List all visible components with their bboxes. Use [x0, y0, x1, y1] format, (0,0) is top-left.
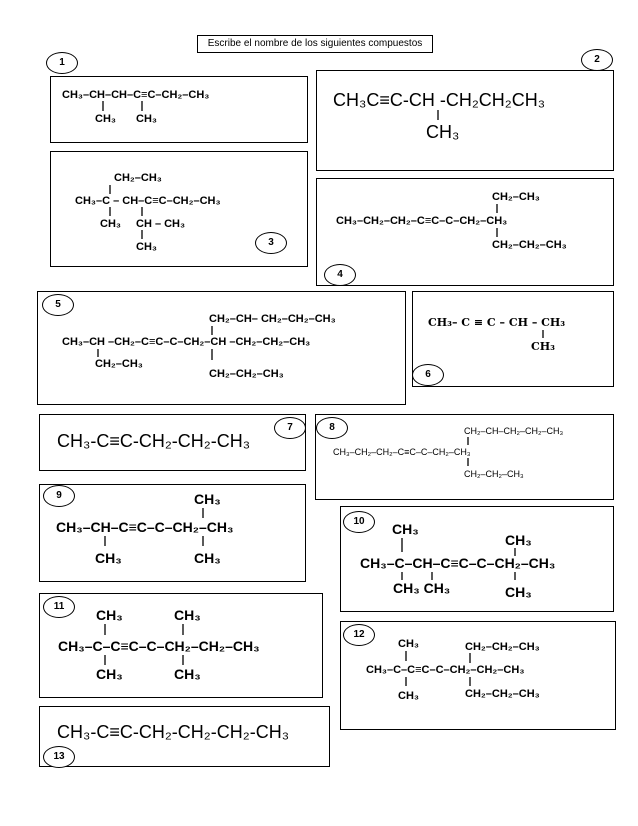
- number-badge-1: 1: [46, 52, 78, 74]
- formula-5-b1: CH₂–CH₃: [95, 358, 143, 370]
- formula-11-t2: CH₃: [174, 607, 201, 623]
- formula-11-b1: CH₃: [96, 666, 123, 682]
- formula-3-main: CH₃–C – CH–C≡C–CH₂–CH₃: [75, 195, 221, 207]
- formula-10-b1: CH₃ CH₃: [393, 580, 451, 596]
- number-badge-7: 7: [274, 417, 306, 439]
- formula-5-main: CH₃–CH –CH₂–C≡C–C–CH₂–CH –CH₂–CH₂–CH₃: [62, 336, 311, 348]
- formula-3-b1: CH₃: [100, 218, 121, 230]
- formula-10-t2: CH₃: [505, 532, 532, 548]
- number-badge-5: 5: [42, 294, 74, 316]
- number-badge-3: 3: [255, 232, 287, 254]
- formula-6-main: CH₃– C ≡ C – CH – CH₃: [428, 316, 566, 329]
- formula-3-b2: CH – CH₃: [136, 218, 186, 230]
- formula-3-b3: CH₃: [136, 241, 157, 253]
- formula-8-bottom: CH₂–CH₂–CH₃: [464, 469, 524, 479]
- formula-1-main: CH₃–CH–CH–C≡C–CH₂–CH₃: [62, 89, 210, 101]
- formula-1-sub1: CH₃: [95, 113, 116, 125]
- formula-9-b1: CH₃: [95, 550, 122, 566]
- formula-2-sub: CH₃: [426, 122, 460, 142]
- formula-7-main: CH₃-C≡C-CH₂-CH₂-CH₃: [57, 431, 251, 451]
- number-badge-13: 13: [43, 746, 75, 768]
- formula-12-t1: CH₃: [398, 638, 419, 650]
- formula-6-sub: CH₃: [531, 340, 555, 353]
- formula-4-main: CH₃–CH₂–CH₂–C≡C–C–CH₂–CH₃: [336, 215, 508, 227]
- number-badge-11: 11: [43, 596, 75, 618]
- formula-8-main: CH₃–CH₂–CH₂–C≡C–C–CH₂–CH₃: [333, 447, 471, 457]
- formula-9-top: CH₃: [194, 491, 221, 507]
- formula-12-t2: CH₂–CH₂–CH₃: [465, 641, 540, 653]
- formula-10-main: CH₃–C–CH–C≡C–C–CH₂–CH₃: [360, 555, 556, 571]
- formula-9-b2: CH₃: [194, 550, 221, 566]
- formula-10-t1: CH₃: [392, 521, 419, 537]
- number-badge-9: 9: [43, 485, 75, 507]
- formula-4-top: CH₂–CH₃: [492, 191, 540, 203]
- formula-10-b2: CH₃: [505, 584, 532, 600]
- formula-5-top: CH₂–CH– CH₂–CH₂–CH₃: [209, 313, 336, 325]
- formula-12-b2: CH₂–CH₂–CH₃: [465, 688, 540, 700]
- number-badge-10: 10: [343, 511, 375, 533]
- formula-11-main: CH₃–C–C≡C–C–CH₂–CH₂–CH₃: [58, 638, 260, 654]
- formula-1-sub2: CH₃: [136, 113, 157, 125]
- formula-13-main: CH₃-C≡C-CH₂-CH₂-CH₂-CH₃: [57, 722, 290, 742]
- formula-4-bottom: CH₂–CH₂–CH₃: [492, 239, 567, 251]
- formula-12-b1: CH₃: [398, 690, 419, 702]
- formula-3-top: CH₂–CH₃: [114, 172, 162, 184]
- formula-8-top: CH₂–CH–CH₂–CH₂–CH₃: [464, 426, 564, 436]
- worksheet-title: Escribe el nombre de los siguientes compuestos: [197, 35, 433, 53]
- formula-5-b2: CH₂–CH₂–CH₃: [209, 368, 284, 380]
- number-badge-4: 4: [324, 264, 356, 286]
- formula-9-main: CH₃–CH–C≡C–C–CH₂–CH₃: [56, 519, 234, 535]
- number-badge-6: 6: [412, 364, 444, 386]
- number-badge-8: 8: [316, 417, 348, 439]
- number-badge-12: 12: [343, 624, 375, 646]
- formula-12-main: CH₃–C–C≡C–C–CH₂–CH₂–CH₃: [366, 664, 525, 676]
- formula-11-t1: CH₃: [96, 607, 123, 623]
- number-badge-2: 2: [581, 49, 613, 71]
- formula-11-b2: CH₃: [174, 666, 201, 682]
- formula-2-main: CH₃C≡C-CH -CH₂CH₂CH₃: [333, 90, 546, 110]
